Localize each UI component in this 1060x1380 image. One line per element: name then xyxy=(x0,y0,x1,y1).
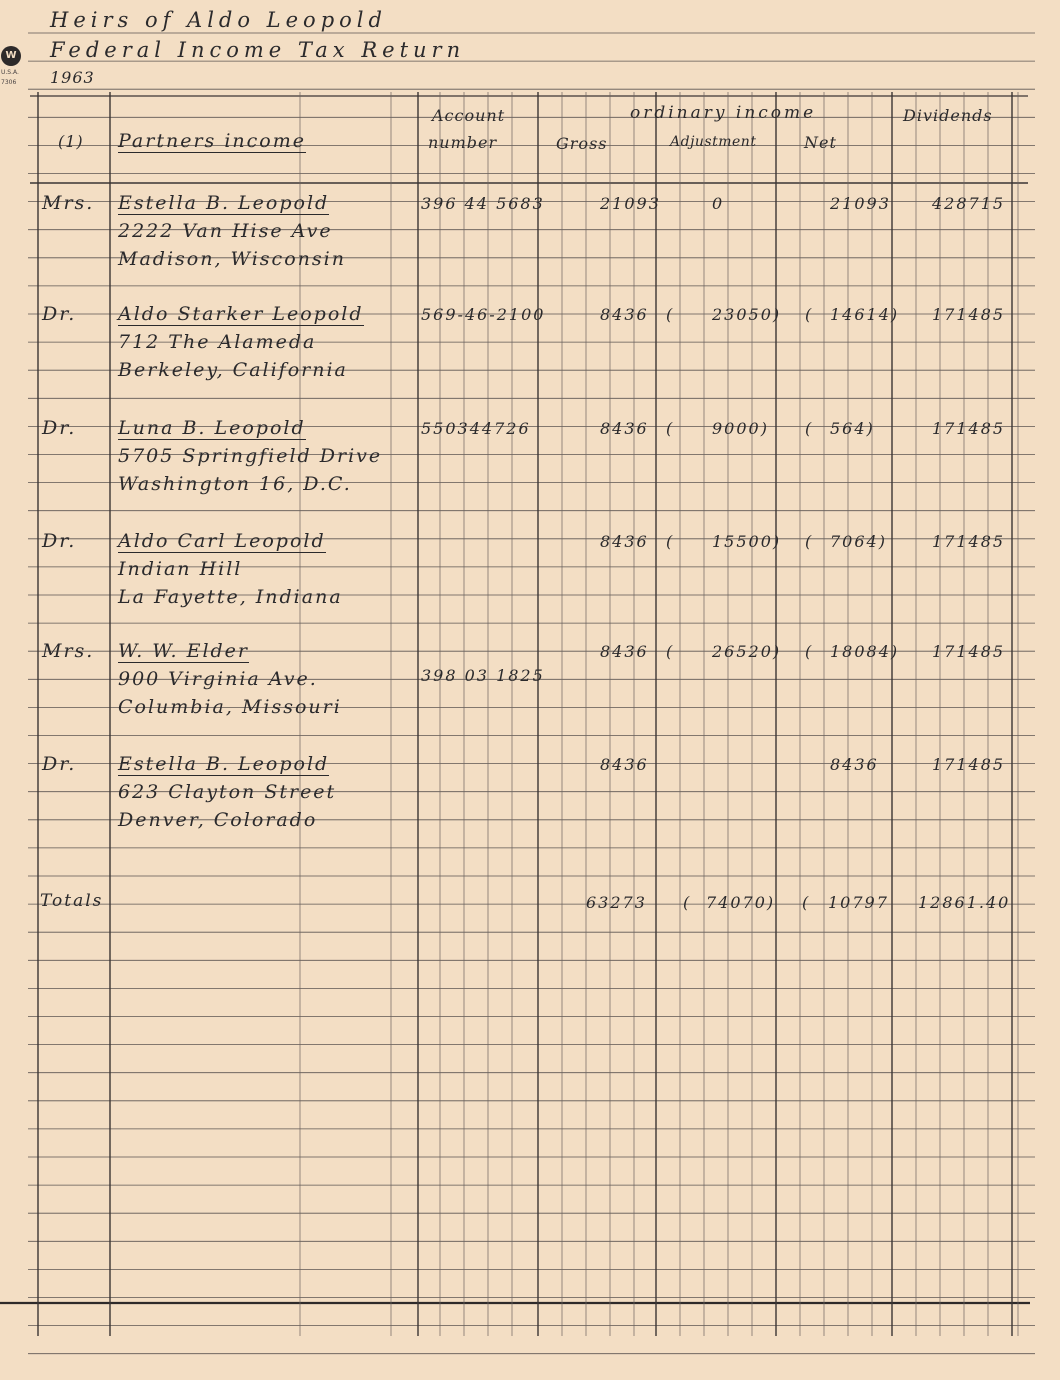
title-heirs: Heirs of Aldo Leopold xyxy=(50,8,387,32)
partner-address-line2: La Fayette, Indiana xyxy=(118,586,343,608)
partner-gross: 8436 xyxy=(600,305,649,324)
partner-gross: 21093 xyxy=(600,194,661,213)
partner-adjustment: 0 xyxy=(712,194,725,213)
partner-name: Estella B. Leopold xyxy=(118,753,330,775)
col-dividends: Dividends xyxy=(903,106,993,125)
totals-adj-open: ( xyxy=(683,893,692,912)
partner-name: Aldo Starker Leopold xyxy=(118,303,364,325)
partner-net: 564) xyxy=(830,419,875,438)
totals-adjustment: 74070) xyxy=(706,893,776,912)
partner-name: Aldo Carl Leopold xyxy=(118,530,326,552)
col-adjustment: Adjustment xyxy=(670,134,757,150)
partner-net: 7064) xyxy=(830,532,887,551)
partner-adjustment-open: ( xyxy=(666,532,675,551)
partner-gross: 8436 xyxy=(600,755,649,774)
partner-title: Mrs. xyxy=(42,640,95,662)
partner-title: Dr. xyxy=(42,530,77,552)
publisher-origin: U.S.A. xyxy=(1,69,19,76)
partner-title: Mrs. xyxy=(42,192,95,214)
partner-address-line1: 5705 Springfield Drive xyxy=(118,445,383,467)
partner-title: Dr. xyxy=(42,753,77,775)
col-gross: Gross xyxy=(556,134,608,153)
totals-net-open: ( xyxy=(802,893,811,912)
partner-title: Dr. xyxy=(42,417,77,439)
title-year: 1963 xyxy=(50,68,95,87)
partner-dividends: 171485 xyxy=(932,755,1006,774)
col-account-top: Account xyxy=(432,106,506,125)
partner-net: 14614) xyxy=(830,305,900,324)
partner-net: 21093 xyxy=(830,194,891,213)
partner-account-number: 569-46-2100 xyxy=(421,305,546,324)
partner-adjustment: 9000) xyxy=(712,419,769,438)
partner-account-number: 550344726 xyxy=(421,419,531,438)
partner-net: 18084) xyxy=(830,642,900,661)
totals-gross: 63273 xyxy=(586,893,647,912)
partner-account-number: 398 03 1825 xyxy=(421,666,545,685)
partner-adjustment-open: ( xyxy=(666,642,675,661)
partner-gross: 8436 xyxy=(600,532,649,551)
form-number: 7306 xyxy=(1,79,17,86)
totals-label: Totals xyxy=(40,891,104,911)
partner-dividends: 171485 xyxy=(932,642,1006,661)
publisher-seal-icon: W xyxy=(1,46,21,66)
partner-adjustment-open: ( xyxy=(666,305,675,324)
partner-net-open: ( xyxy=(805,532,814,551)
partner-address-line1: 2222 Van Hise Ave xyxy=(118,220,333,242)
partner-dividends: 171485 xyxy=(932,305,1006,324)
partner-address-line1: 712 The Alameda xyxy=(118,331,317,353)
partner-dividends: 171485 xyxy=(932,532,1006,551)
partner-address-line2: Washington 16, D.C. xyxy=(118,473,352,495)
col-account-bottom: number xyxy=(428,133,498,152)
partner-name: Estella B. Leopold xyxy=(118,192,330,214)
publisher-mark xyxy=(0,44,40,89)
partner-address-line2: Columbia, Missouri xyxy=(118,696,342,718)
partner-name: Luna B. Leopold xyxy=(118,417,306,439)
partner-address-line1: Indian Hill xyxy=(118,558,243,580)
partner-adjustment-open: ( xyxy=(666,419,675,438)
partner-name: W. W. Elder xyxy=(118,640,250,662)
partner-net-open: ( xyxy=(805,419,814,438)
partner-net-open: ( xyxy=(805,642,814,661)
partner-address-line1: 623 Clayton Street xyxy=(118,781,337,803)
totals-dividends: 12861.40 xyxy=(918,893,1011,912)
partner-address-line2: Berkeley, California xyxy=(118,359,348,381)
partner-account-number: 396 44 5683 xyxy=(421,194,545,213)
partner-address-line1: 900 Virginia Ave. xyxy=(118,668,318,690)
partner-dividends: 171485 xyxy=(932,419,1006,438)
partner-adjustment: 26520) xyxy=(712,642,782,661)
col-net: Net xyxy=(804,133,837,152)
partner-net-open: ( xyxy=(805,305,814,324)
partner-gross: 8436 xyxy=(600,642,649,661)
partner-title: Dr. xyxy=(42,303,77,325)
partner-address-line2: Denver, Colorado xyxy=(118,809,318,831)
col-partners-income: Partners income xyxy=(118,130,306,152)
totals-net: 10797 xyxy=(828,893,889,912)
partner-dividends: 428715 xyxy=(932,194,1006,213)
partner-net: 8436 xyxy=(830,755,879,774)
partner-adjustment: 23050) xyxy=(712,305,782,324)
col-index: (1) xyxy=(58,132,84,151)
partner-gross: 8436 xyxy=(600,419,649,438)
partner-address-line2: Madison, Wisconsin xyxy=(118,248,346,270)
col-ordinary-income: ordinary income xyxy=(630,103,817,123)
title-return: Federal Income Tax Return xyxy=(50,38,466,62)
partner-adjustment: 15500) xyxy=(712,532,782,551)
